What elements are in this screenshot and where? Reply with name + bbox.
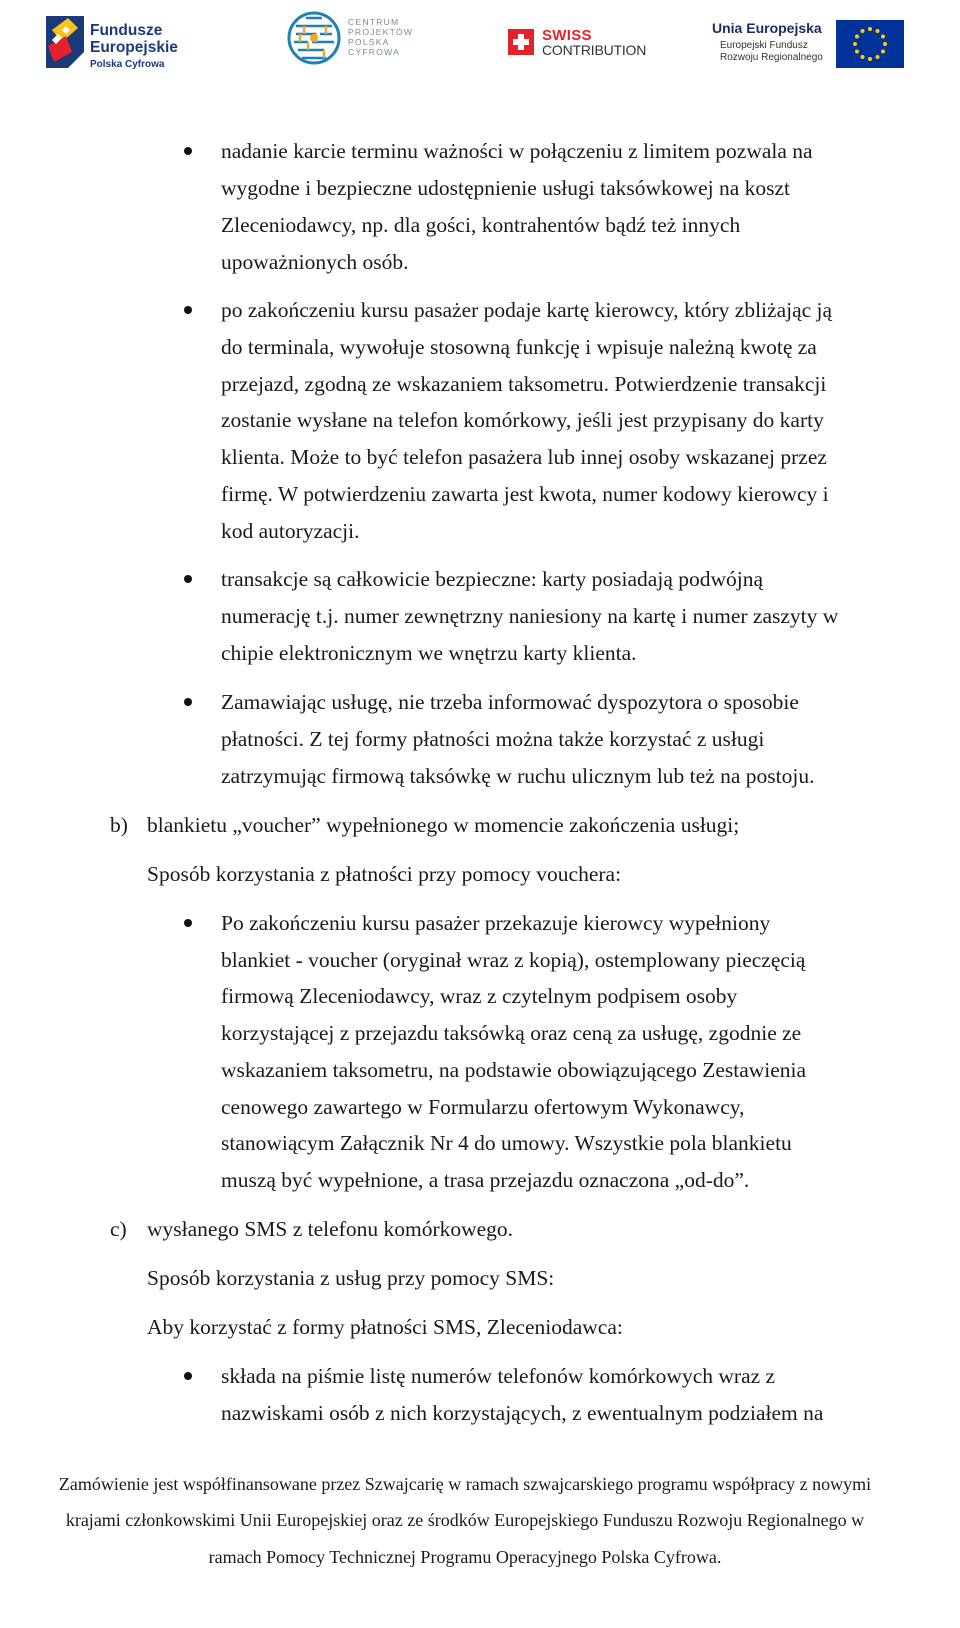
bullet-line: nadanie karcie terminu ważności w połączeniu z limitem pozwala na: [221, 139, 813, 163]
bullet-line: cenowego zawartego w Formularzu ofertowym Wykonawcy,: [221, 1095, 745, 1119]
fundusze-logo-line-2: Europejskie: [90, 39, 178, 56]
fundusze-europejskie-logo: [44, 12, 184, 74]
ue-logo-line-2: Europejski Fundusz: [720, 40, 808, 51]
footer-line: krajami członkowskimi Unii Europejskiej oraz ze środków Europejskiego Funduszu Rozwoju Regionalnego w: [65, 1510, 865, 1530]
bullet-line: Po zakończeniu kursu pasażer przekazuje kierowcy wypełniony: [221, 911, 771, 935]
list-item-c-text: wysłanego SMS z telefonu komórkowego.: [147, 1217, 514, 1241]
bullet-line: numerację t.j. numer zewnętrzny naniesiony na kartę i numer zaszyty w: [221, 604, 839, 628]
swiss-logo-line-1: SWISS: [542, 27, 592, 44]
list-marker-b: b): [110, 813, 128, 837]
bullet-line: nazwiskami osób z nich korzystających, z ewentualnym podziałem na: [221, 1401, 824, 1425]
centrum-line-4: CYFROWA: [348, 47, 401, 57]
bullet-line: do terminala, wywołuje stosowną funkcję i wpisuje należną kwotę za: [221, 335, 817, 359]
footer-line: Zamówienie jest współfinansowane przez Szwajcarię w ramach szwajcarskiego programu współpracy z nowymi: [58, 1474, 872, 1494]
centrum-line-3: POLSKA: [348, 37, 390, 47]
header-logo-bar: [0, 0, 960, 80]
list-item-b-text: blankietu „voucher” wypełnionego w momencie zakończenia usługi;: [147, 813, 740, 837]
sms-subheading: Sposób korzystania z usług przy pomocy SMS:: [147, 1266, 555, 1290]
bullet-line: firmową Zleceniodawcy, wraz z czytelnym podpisem osoby: [221, 984, 738, 1008]
ue-logo-line-1: Unia Europejska: [712, 20, 822, 36]
swiss-contribution-logo: [508, 28, 658, 60]
bullet-line: firmę. W potwierdzeniu zawarta jest kwota, numer kodowy kierowcy i: [221, 482, 829, 506]
bullet-line: zostanie wysłane na telefon komórkowy, jeśli jest przypisany do karty: [221, 408, 824, 432]
bullet-line: korzystającej z przejazdu taksówką oraz ceną za usługę, zgodnie ze: [221, 1021, 802, 1045]
bullet-line: Zamawiając usługę, nie trzeba informować dyspozytora o sposobie: [221, 690, 799, 714]
bullet-line: płatności. Z tej formy płatności można także korzystać z usługi: [221, 727, 765, 751]
bullet-line: po zakończeniu kursu pasażer podaje kartę kierowcy, który zbliżając ją: [221, 298, 833, 322]
centrum-projektow-text: [348, 17, 413, 57]
centrum-projektow-maze-icon: [286, 10, 342, 66]
ue-logo-line-3: Rozwoju Regionalnego: [720, 52, 823, 63]
swiss-flag-icon: [508, 29, 534, 55]
fundusze-logo-line-3: Polska Cyfrowa: [90, 59, 165, 70]
centrum-projektow-logo: [286, 10, 436, 66]
bullet-line: blankiet - voucher (oryginał wraz z kopią), ostemplowany pieczęcią: [221, 948, 806, 972]
swiss-logo-line-2: CONTRIBUTION: [542, 42, 647, 58]
bullet-line: przejazd, zgodną ze wskazaniem taksometru. Potwierdzenie transakcji: [221, 372, 827, 396]
fundusze-logo-line-1: Fundusze: [90, 22, 163, 39]
footer-line: ramach Pomocy Technicznej Programu Operacyjnego Polska Cyfrowa.: [208, 1547, 722, 1567]
unia-europejska-logo: [712, 18, 908, 70]
bullet-dot-icon: [184, 306, 192, 314]
bullet-line: składa na piśmie listę numerów telefonów komórkowych wraz z: [221, 1364, 776, 1388]
eu-flag-icon: [836, 20, 904, 68]
bullet-line: kod autoryzacji.: [221, 519, 360, 543]
list-marker-c: c): [110, 1217, 127, 1241]
centrum-line-2: PROJEKTÓW: [348, 27, 414, 37]
bullet-line: stanowiącym Załącznik Nr 4 do umowy. Wszystkie pola blankietu: [221, 1131, 792, 1155]
bullet-dot-icon: [184, 147, 192, 155]
bullet-line: zatrzymując firmową taksówkę w ruchu ulicznym lub też na postoju.: [221, 764, 815, 788]
bullet-line: wygodne i bezpieczne udostępnienie usługi taksówkowej na koszt: [221, 176, 791, 200]
bullet-dot-icon: [184, 698, 192, 706]
sms-subheading-2: Aby korzystać z formy płatności SMS, Zleceniodawca:: [147, 1315, 623, 1339]
centrum-line-1: CENTRUM: [348, 17, 400, 27]
bullet-line: wskazaniem taksometru, na podstawie obowiązującego Zestawienia: [221, 1058, 807, 1082]
bullet-line: Zleceniodawcy, np. dla gości, kontrahentów bądź też innych: [221, 213, 741, 237]
bullet-dot-icon: [184, 575, 192, 583]
bullet-line: transakcje są całkowicie bezpieczne: karty posiadają podwójną: [221, 567, 764, 591]
bullet-line: chipie elektronicznym we wnętrzu karty klienta.: [221, 641, 637, 665]
bullet-line: upoważnionych osób.: [221, 250, 409, 274]
fundusze-europejskie-emblem-icon: [44, 12, 88, 72]
bullet-dot-icon: [184, 919, 192, 927]
bullet-line: klienta. Może to być telefon pasażera lub innej osoby wskazanej przez: [221, 445, 827, 469]
bullet-dot-icon: [184, 1372, 192, 1380]
voucher-subheading: Sposób korzystania z płatności przy pomocy vouchera:: [147, 862, 622, 886]
bullet-line: muszą być wypełnione, a trasa przejazdu oznaczona „od-do”.: [221, 1168, 750, 1192]
